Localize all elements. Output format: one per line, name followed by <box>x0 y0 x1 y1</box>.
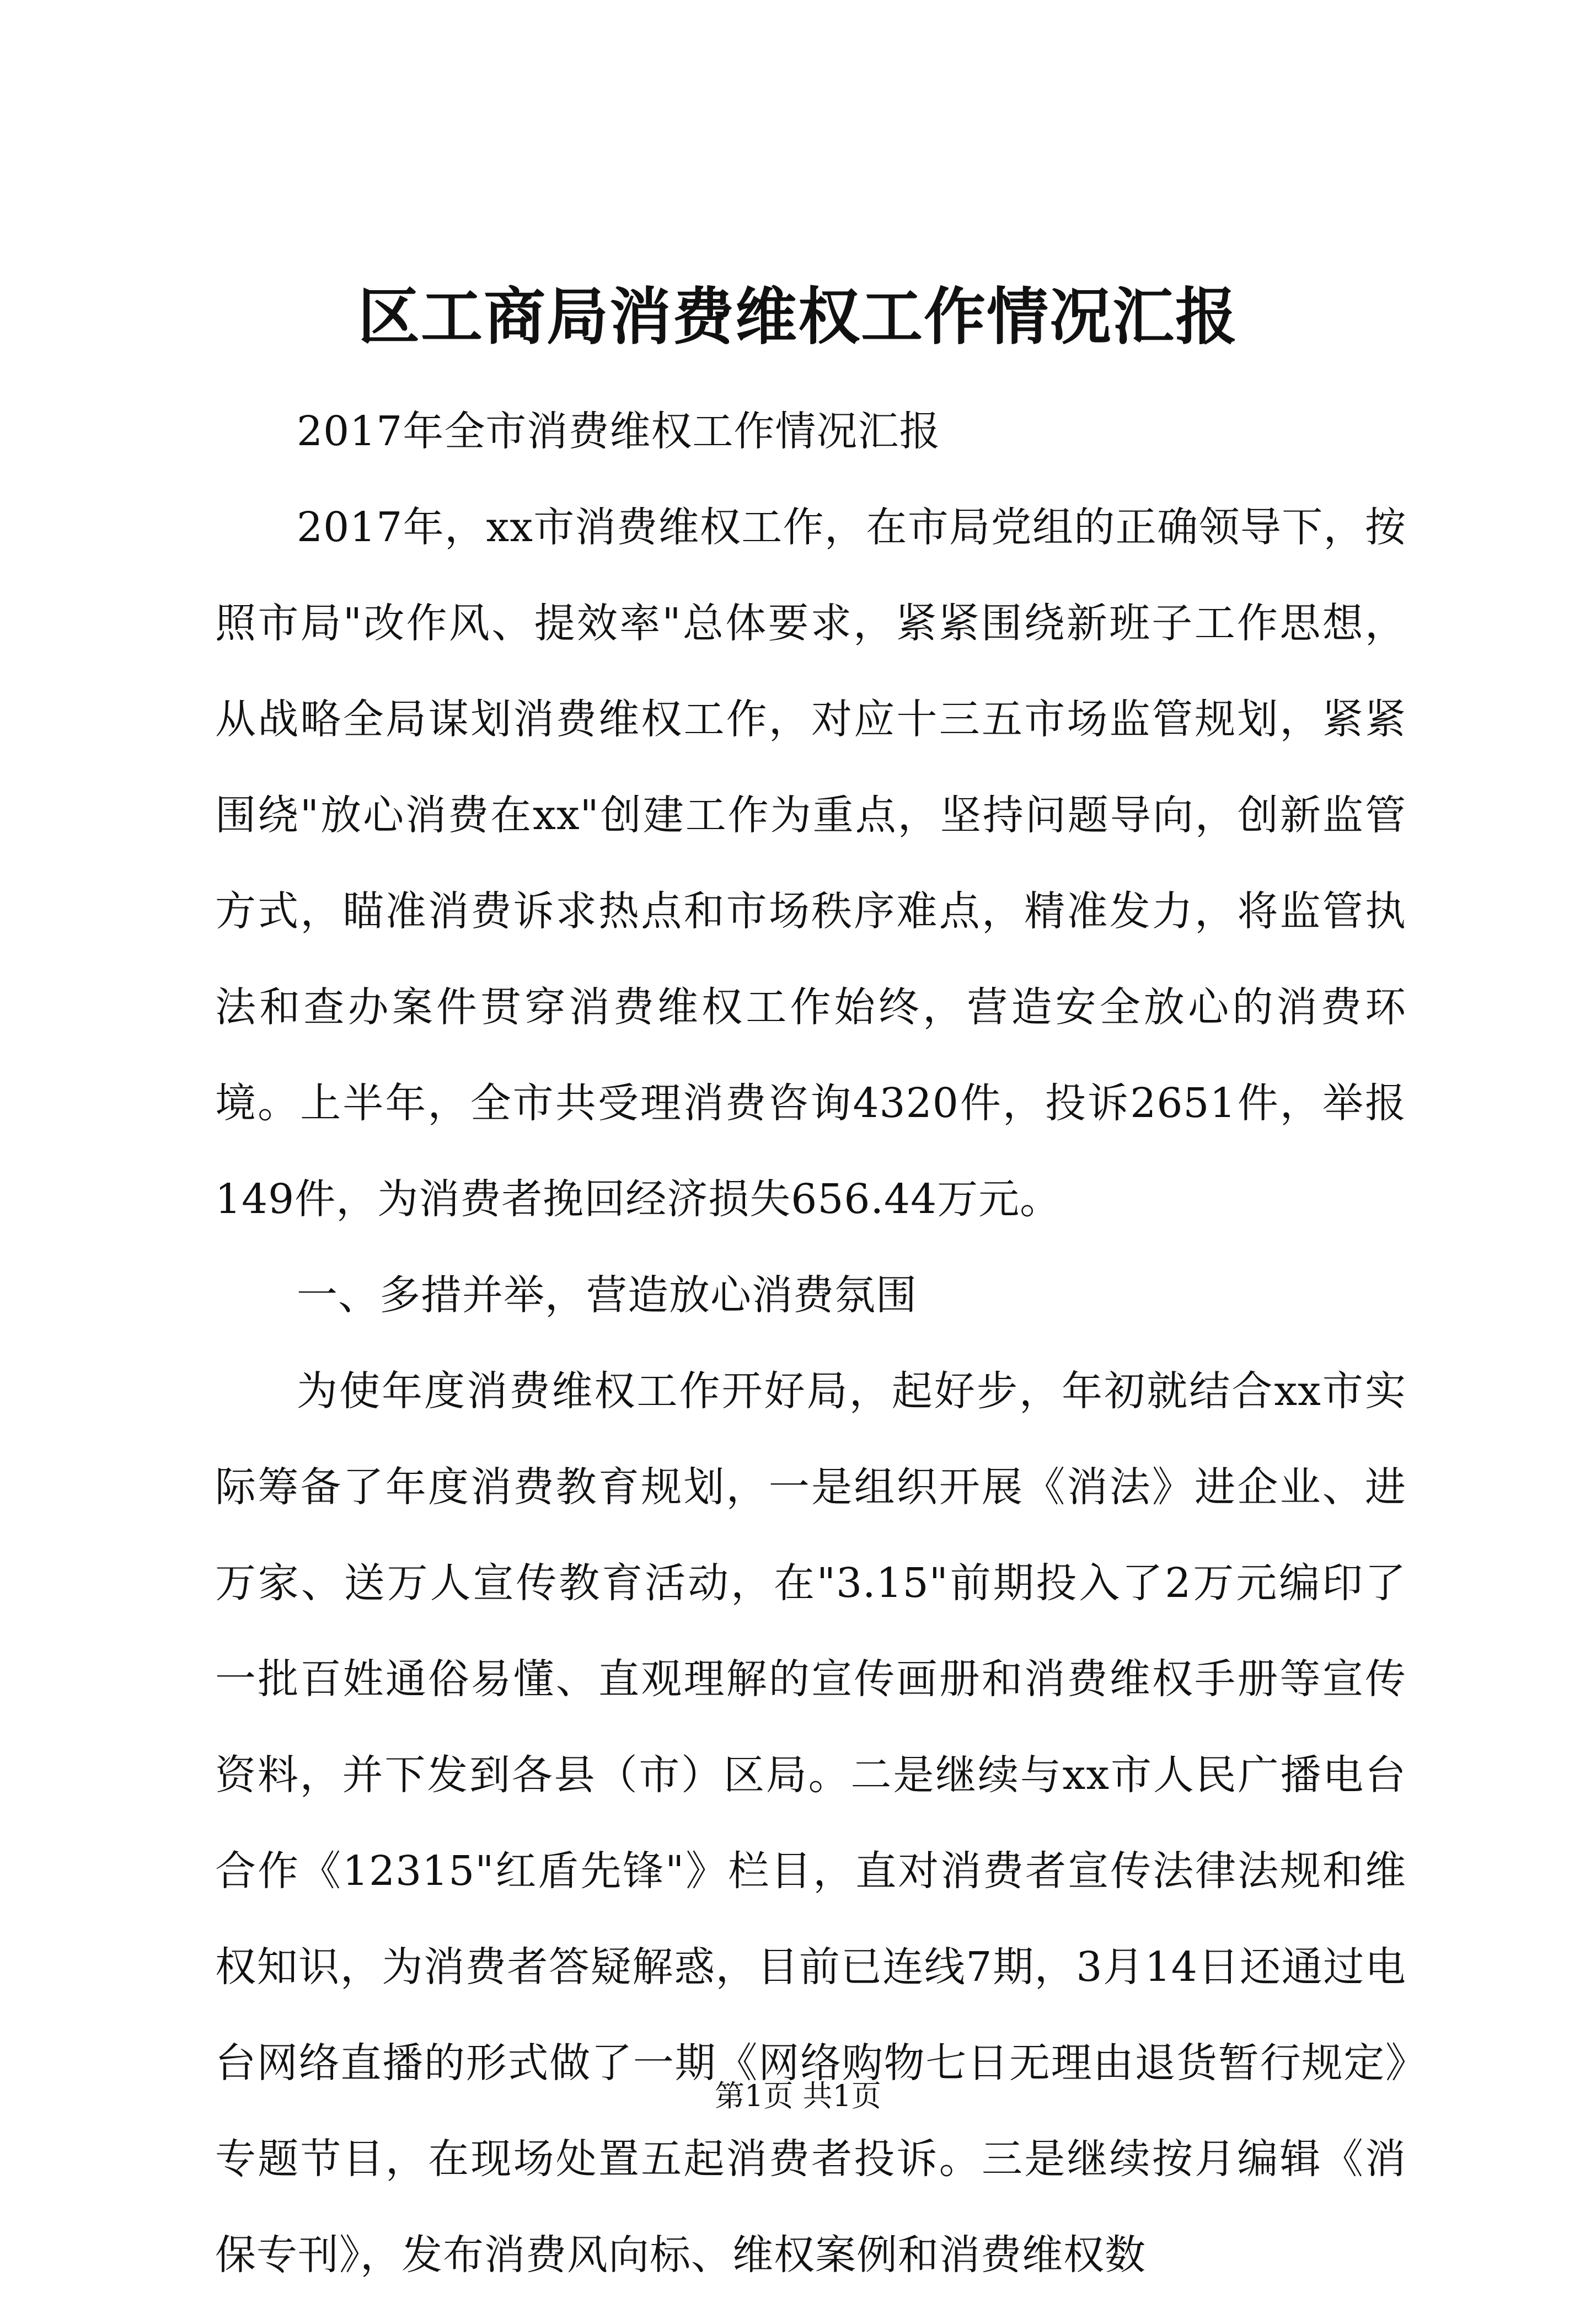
section-heading: 一、多措并举，营造放心消费氛围 <box>297 1271 917 1319</box>
document-title: 区工商局消费维权工作情况汇报 <box>358 281 1238 353</box>
paragraph-subtitle: 2017年全市消费维权工作情况汇报 <box>297 408 941 455</box>
paragraph-summary: 2017年，xx市消费维权工作，在市局党组的正确领导下，按照市局"改作风、提效率"总体要求，紧紧围绕新班子工作思想，从战略全局谋划消费维权工作，对应十三五市场监管规划，紧紧围绕"放心消费在xx"创建工作为重点，坚持问题导向，创新监管方式，瞄准消费诉求热点和市场秩序难点，精准发力，将监管执法和查办案件贯穿消费维权工作始终，营造安全放心的消费环境。上半年，全市共受理消费咨询4320件，投诉2651件，举报149件，为消费者挽回经济损失656.44万元。 <box>215 504 1406 1223</box>
paragraph-section-body: 为使年度消费维权工作开好局，起好步，年初就结合xx市实际筹备了年度消费教育规划，一是组织开展《消法》进企业、进万家、送万人宣传教育活动，在"3.15"前期投入了2万元编印了一批百姓通俗易懂、直观理解的宣传画册和消费维权手册等宣传资料，并下发到各县（市）区局。二是继续与xx市人民广播电台合作《12315"红盾先锋"》栏目，直对消费者宣传法律法规和维权知识，为消费者答疑解惑，目前已连线7期，3月14日还通过电台网络直播的形式做了一期《网络购物七日无理由退货暂行规定》专题节目，在现场处置五起消费者投诉。三是继续按月编辑《消保专刊》，发布消费风向标、维权案例和消费维权数 <box>215 1367 1406 2279</box>
page-footer: 第1页 共1页 <box>715 2078 881 2113</box>
document-body <box>215 383 1406 2303</box>
